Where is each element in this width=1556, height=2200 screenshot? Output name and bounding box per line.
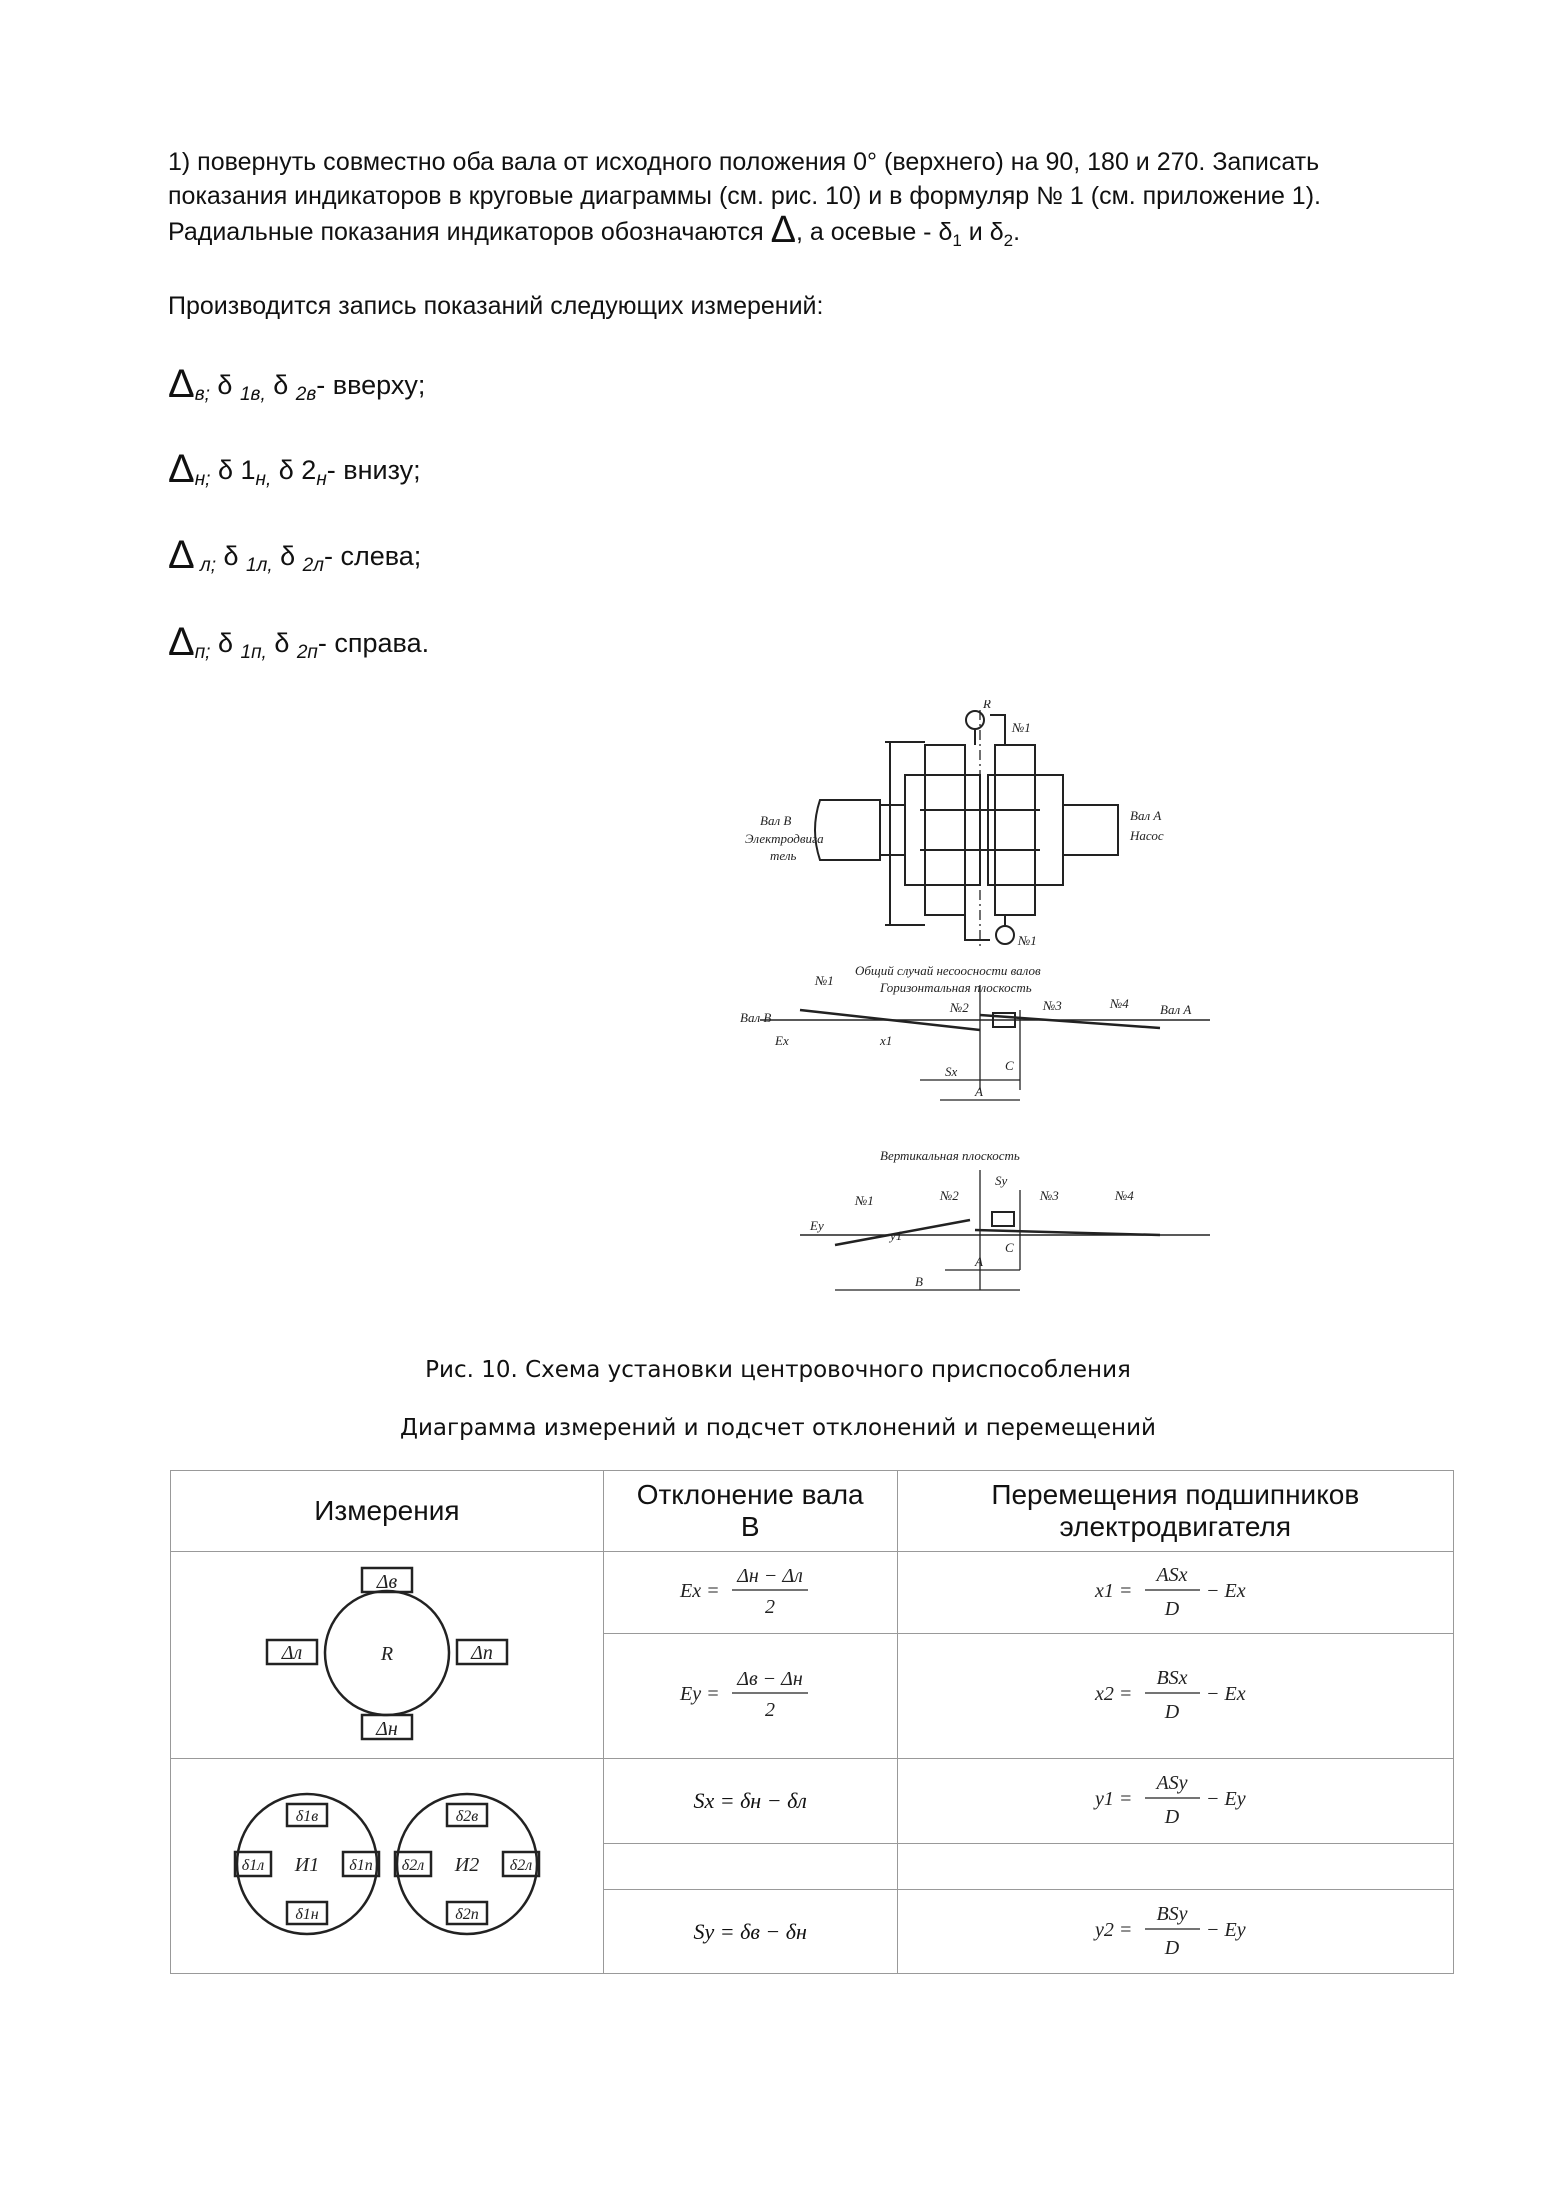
formula-x1 [1090, 1557, 1260, 1623]
diagram-axial-cell [171, 1759, 604, 1974]
svg-text:− Ex: − Ex [1206, 1683, 1246, 1705]
svg-text:x1 =: x1 = [1095, 1579, 1133, 1602]
svg-text:− Ex: − Ex [1206, 1579, 1246, 1602]
formula-sx: Sx = δн − δл [603, 1759, 897, 1844]
svg-text:y1 =: y1 = [1095, 1788, 1133, 1810]
formula-ey-cell [603, 1634, 897, 1759]
label-motor-1: Электродвига [745, 831, 824, 846]
intro-line-3-a: Радиальные показания индикаторов обозначаются [168, 218, 771, 246]
label-ey: Ey [810, 1218, 824, 1233]
table-row [171, 1759, 1454, 1844]
header-deviation: Отклонение вала В [603, 1471, 897, 1552]
table-header-row [171, 1471, 1454, 1552]
label-k1-top: №1 [1012, 720, 1031, 735]
formula-x2-cell [897, 1634, 1453, 1759]
label-n3-h: №3 [1043, 998, 1062, 1013]
label-pump: Насос [1130, 828, 1164, 843]
svg-text:Ey =: Ey = [680, 1683, 720, 1705]
svg-text:− Ey: − Ey [1206, 1788, 1246, 1810]
header-bearing-displacement: Перемещения подшипников электродвигателя [897, 1471, 1453, 1552]
formula-y1-cell [897, 1759, 1453, 1844]
intro-line-3-d: . [1013, 218, 1021, 246]
table-row [171, 1552, 1454, 1634]
label-general-1: Общий случай несоосности валов [855, 963, 1041, 978]
formula-y1 [1090, 1765, 1260, 1831]
label-sy: Sy [995, 1173, 1008, 1188]
label-n4-h: №4 [1110, 996, 1129, 1011]
label-motor-2: тель [770, 848, 797, 863]
svg-text:− Ey: − Ey [1206, 1918, 1246, 1941]
label-sx: Sx [945, 1064, 958, 1079]
centering-fixture-drawing [740, 700, 1220, 1300]
intro-paragraph [168, 145, 1458, 258]
label-n4-v: №4 [1115, 1188, 1134, 1203]
label-k1-bottom: №1 [1018, 933, 1037, 948]
production-text: Производится запись показаний следующих измерений: [168, 292, 824, 320]
svg-text:Δн − Δл: Δн − Δл [737, 1564, 803, 1587]
formula-ex [670, 1557, 830, 1623]
label-n2-h: №2 [950, 1000, 969, 1015]
measurement-bottom: $\Delta_{н;}$ δ $1_{н,}$ δ $2_н-$ внизу; [168, 447, 421, 491]
diagram-top-value: Δв [376, 1570, 398, 1593]
formula-x2 [1090, 1660, 1260, 1726]
empty-cell [603, 1844, 897, 1890]
c2-bottom-value: δ2п [455, 1905, 479, 1923]
label-vertical: Вертикальная плоскость [880, 1148, 1020, 1163]
diagram-bottom-value: Δн [376, 1717, 398, 1740]
measurement-table [170, 1470, 1454, 1974]
svg-text:D: D [1165, 1597, 1180, 1620]
diagram-left-value: Δл [281, 1641, 303, 1664]
label-n3-v: №3 [1040, 1188, 1059, 1203]
svg-text:D: D [1165, 1936, 1180, 1959]
label-r: R [983, 700, 991, 711]
label-shaft-b: Вал В [760, 813, 792, 828]
svg-text:BSx: BSx [1156, 1667, 1188, 1689]
c1-right-value: δ1п [349, 1856, 373, 1874]
empty-cell [897, 1844, 1453, 1890]
label-y1: y1 [890, 1228, 903, 1243]
diagram-radial-cell [171, 1552, 604, 1759]
subscript-1: 1 [952, 231, 962, 250]
svg-text:y2 =: y2 = [1095, 1918, 1133, 1941]
label-shaft-b-horizontal: Вал В [740, 1010, 772, 1025]
intro-line-3-c: и δ [961, 218, 1004, 246]
label-b-v: В [915, 1274, 923, 1289]
label-c-h: С [1005, 1058, 1014, 1073]
label-a-h: А [975, 1084, 983, 1099]
svg-text:2: 2 [765, 1699, 776, 1721]
svg-text:Ex =: Ex = [680, 1579, 720, 1602]
radial-diagram [257, 1558, 517, 1748]
formula-y2 [1090, 1896, 1260, 1962]
c2-center: И2 [454, 1853, 480, 1876]
measurement-right: $\Delta_{п;}$ δ $_{1п,}$ δ $_{2п}$- справа. [168, 620, 430, 664]
formula-y2-cell [897, 1890, 1453, 1974]
intro-line-3-b: , а осевые - δ [796, 218, 953, 246]
c2-left-value: δ2л [401, 1856, 425, 1874]
label-general-2: Горизонтальная плоскость [880, 980, 1032, 995]
subscript-2: 2 [1003, 231, 1014, 250]
formula-sy: Sy = δв − δн [603, 1890, 897, 1974]
intro-line-3 [168, 209, 1458, 258]
c2-top-value: δ2в [455, 1807, 479, 1825]
label-n1-h: №1 [815, 973, 834, 988]
svg-text:D: D [1165, 1806, 1180, 1828]
intro-line-2: показания индикаторов в круговые диаграммы (см. рис. 10) и в формуляр № 1 (см. приложение 1). [168, 182, 1321, 210]
svg-text:BSy: BSy [1156, 1902, 1188, 1925]
label-shaft-a: Вал А [1130, 808, 1162, 823]
formula-ex-cell [603, 1552, 897, 1634]
svg-text:Δв − Δн: Δв − Δн [737, 1668, 803, 1690]
svg-text:2: 2 [765, 1595, 776, 1618]
header-measurements: Измерения [171, 1471, 604, 1552]
c1-center: И1 [294, 1853, 320, 1876]
table-caption: Диаграмма измерений и подсчет отклонений и перемещений [400, 1415, 1156, 1441]
svg-text:x2 =: x2 = [1095, 1683, 1133, 1705]
axial-diagrams [227, 1784, 547, 1944]
label-n2-v: №2 [940, 1188, 959, 1203]
c1-bottom-value: δ1н [295, 1905, 319, 1923]
svg-text:ASy: ASy [1156, 1772, 1188, 1794]
formula-ey [670, 1660, 830, 1726]
c2-right-value: δ2л [509, 1856, 533, 1874]
diagram-center-r: R [380, 1642, 393, 1665]
formula-x1-cell [897, 1552, 1453, 1634]
c1-top-value: δ1в [295, 1807, 319, 1825]
svg-text:ASx: ASx [1156, 1563, 1188, 1586]
label-c-v: С [1005, 1240, 1014, 1255]
intro-line-1: 1) повернуть совместно оба вала от исходного положения 0° (верхнего) на 90, 180 и 270. Записать [168, 148, 1320, 176]
label-shaft-a-horizontal: Вал А [1160, 1002, 1192, 1017]
label-a-v: А [975, 1254, 983, 1269]
figure-caption: Рис. 10. Схема установки центровочного приспособления [425, 1357, 1131, 1383]
label-n1-v: №1 [855, 1193, 874, 1208]
label-ex: Ex [775, 1033, 789, 1048]
svg-text:D: D [1165, 1701, 1180, 1723]
measurement-top: $\Delta_{в;}$ δ $_{1в,}$ δ $_{2в}$- вверху; [168, 362, 426, 406]
diagram-right-value: Δп [471, 1641, 493, 1664]
label-x1: x1 [880, 1033, 893, 1048]
measurement-left: Δ $_{л;}$ δ $_{1л,}$ δ $_{2л}$- слева; [168, 533, 422, 577]
delta-symbol: Δ [770, 209, 797, 251]
c1-left-value: δ1л [241, 1856, 265, 1874]
